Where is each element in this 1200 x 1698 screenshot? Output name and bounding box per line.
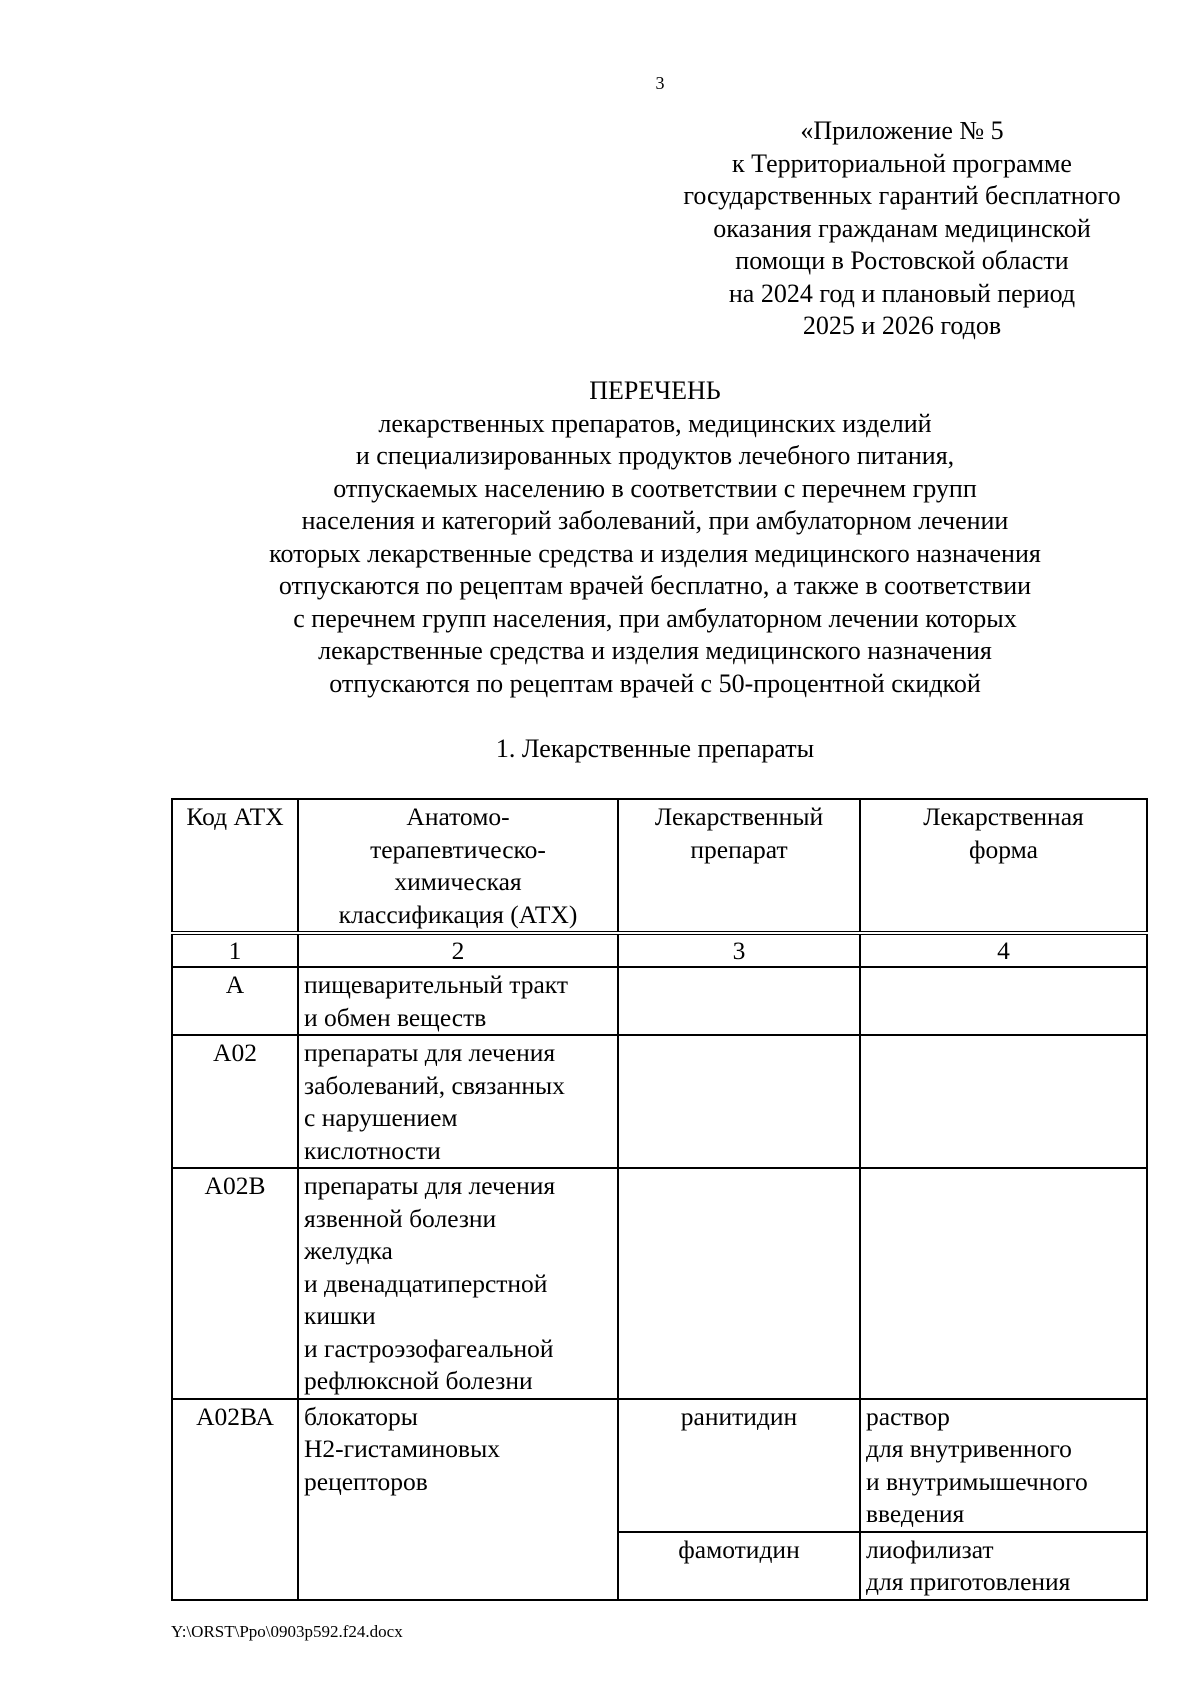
atc-code: А02ВА (172, 1399, 298, 1600)
drug-name: ранитидин (618, 1399, 860, 1532)
column-number: 2 (298, 933, 618, 967)
appendix-line: оказания гражданам медицинской (713, 213, 1091, 243)
drug-form (860, 1168, 1147, 1399)
atc-description: препараты для лечения язвенной болезни желудка и двенадцатиперстной кишки и гастроэзофагеальной рефлюксной болезни (298, 1168, 618, 1399)
title-line: отпускаемых населению в соответствии с перечнем групп (333, 473, 977, 503)
title-line: населения и категорий заболеваний, при амбулаторном лечении (301, 506, 1009, 535)
section-heading: 1. Лекарственные препараты (495, 734, 815, 763)
table-header-row (172, 799, 1147, 933)
header-drug: Лекарственный препарат (618, 799, 860, 933)
page-number: 3 (655, 73, 665, 93)
appendix-line: на 2024 год и плановый период (728, 278, 1076, 308)
atc-description: препараты для лечения заболеваний, связанных с нарушением кислотности (298, 1035, 618, 1168)
atc-code: А02В (172, 1168, 298, 1399)
drug-form (860, 1035, 1147, 1168)
drug-form: лиофилизат для приготовления (860, 1532, 1147, 1600)
appendix-block (662, 115, 1142, 343)
title-line: которых лекарственные средства и изделия медицинского назначения (269, 538, 1041, 568)
title-line: с перечнем групп населения, при амбулаторном лечении которых (293, 603, 1017, 633)
drug-name (618, 1168, 860, 1399)
file-path-footer: Y:\ORST\Ppo\0903p592.f24.docx (171, 1622, 403, 1641)
table-row (172, 1399, 1147, 1532)
column-number-row (172, 933, 1147, 967)
title-line: и специализированных продуктов лечебного питания, (355, 441, 955, 470)
column-number: 1 (172, 933, 298, 967)
appendix-line: к Территориальной программе (732, 148, 1072, 178)
atc-code: А02 (172, 1035, 298, 1168)
header-code: Код АТХ (172, 799, 298, 933)
drug-form (860, 967, 1147, 1035)
drug-table (171, 798, 1148, 1601)
atc-code: А (172, 967, 298, 1035)
title-line: отпускаются по рецептам врачей с 50-процентной скидкой (329, 668, 981, 698)
appendix-line: государственных гарантий бесплатного (683, 181, 1121, 210)
table-row (172, 1168, 1147, 1399)
title-line: лекарственные средства и изделия медицинского назначения (318, 636, 992, 665)
header-atc: Анатомо- терапевтическо- химическая классификация (АТХ) (298, 799, 618, 933)
table-row (172, 1035, 1147, 1168)
column-number: 4 (860, 933, 1147, 967)
column-number: 3 (618, 933, 860, 967)
appendix-line: 2025 и 2026 годов (802, 311, 1002, 340)
drug-name (618, 1035, 860, 1168)
appendix-line: помощи в Ростовской области (735, 246, 1069, 275)
drug-form: раствор для внутривенного и внутримышечного введения (860, 1399, 1147, 1532)
title-line: отпускаются по рецептам врачей бесплатно, а также в соответствии (278, 571, 1032, 600)
title-heading: ПЕРЕЧЕНЬ (589, 376, 721, 405)
title-line: лекарственных препаратов, медицинских изделий (378, 408, 932, 438)
drug-name (618, 967, 860, 1035)
atc-description: блокаторы H2-гистаминовых рецепторов (298, 1399, 618, 1600)
document-title (150, 375, 1160, 700)
appendix-line: «Приложение № 5 (800, 116, 1004, 145)
drug-name: фамотидин (618, 1532, 860, 1600)
header-form: Лекарственная форма (860, 799, 1147, 933)
table-row (172, 967, 1147, 1035)
atc-description: пищеварительный тракт и обмен веществ (298, 967, 618, 1035)
